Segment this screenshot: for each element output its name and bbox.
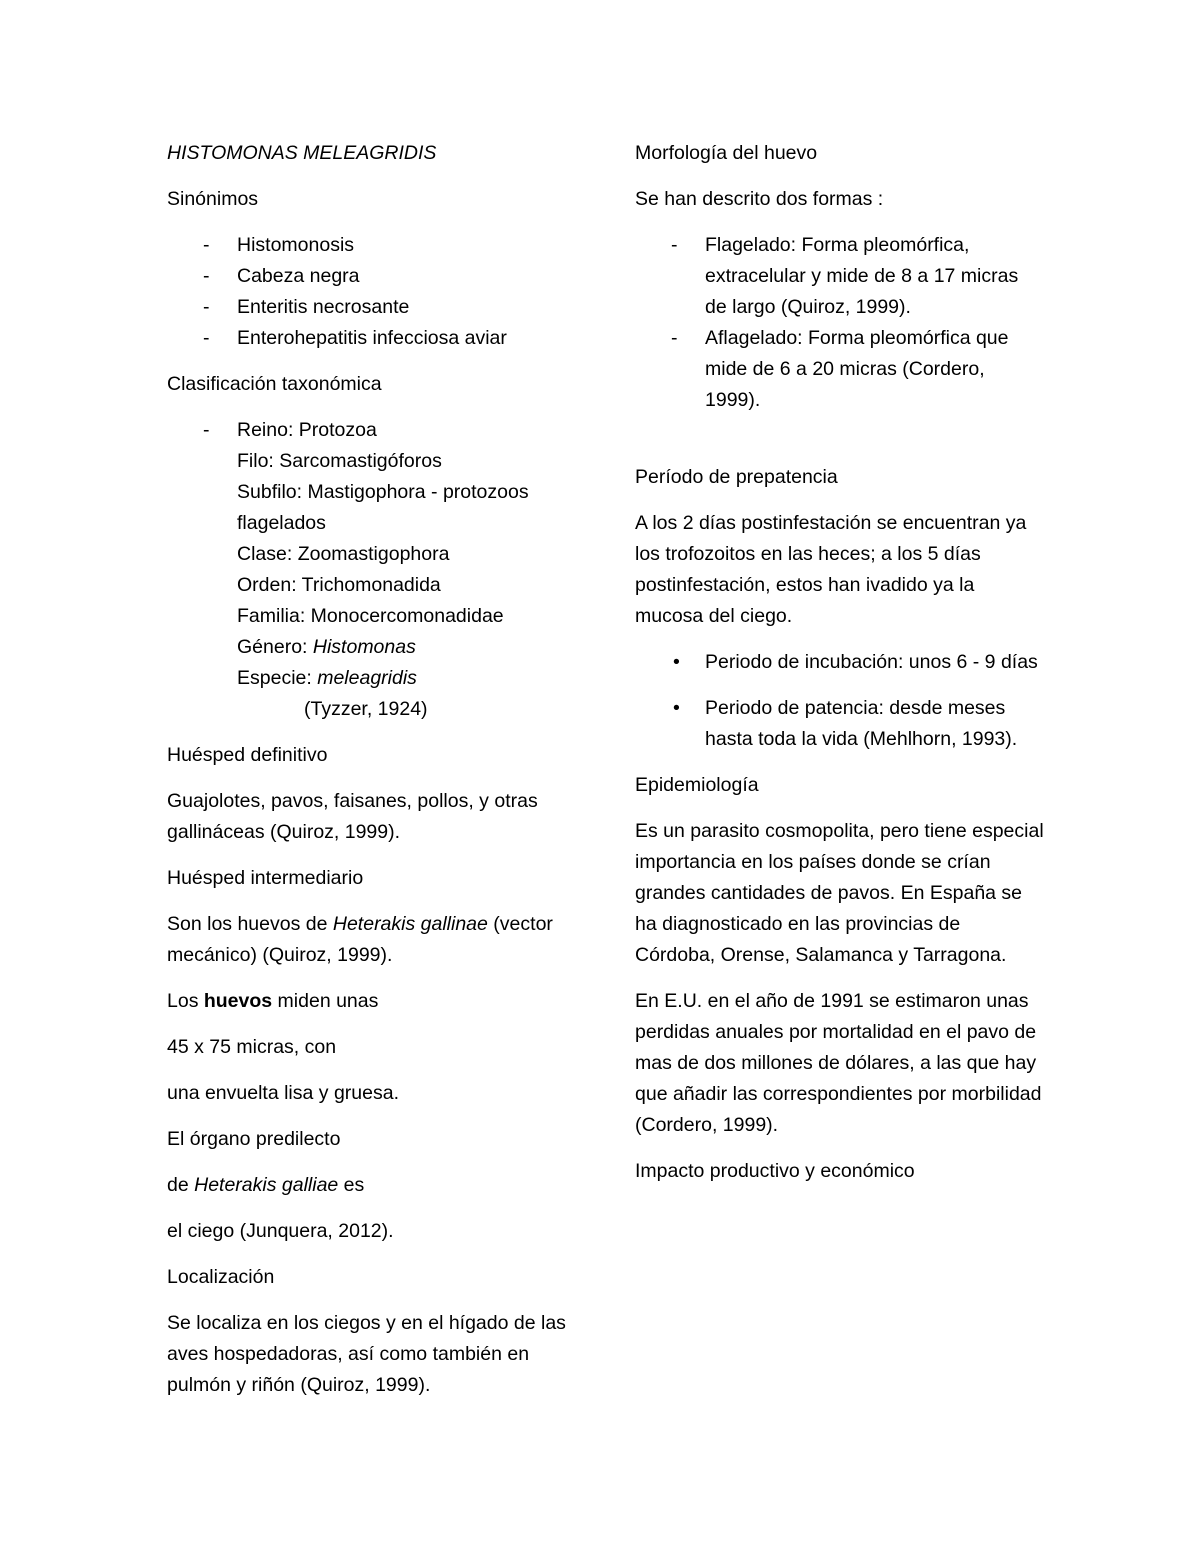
organ-line-3: el ciego (Junquera, 2012). — [167, 1220, 394, 1242]
eggs-size: 45 x 75 micras, con — [167, 1036, 337, 1058]
periods-list — [635, 647, 1045, 755]
form-item-flagelado: - Flagelado: Forma pleomórfica, extracelular y mide de 8 a 17 micras de largo (Quiroz, 1999). — [671, 234, 1019, 318]
synonym-item: - Cabeza negra — [203, 265, 360, 287]
taxonomy-reino: - Reino: Protozoa — [203, 419, 377, 441]
location-heading: Localización — [167, 1266, 275, 1288]
taxonomy-heading: Clasificación taxonómica — [167, 373, 382, 395]
morphology-intro: Se han descrito dos formas : — [635, 188, 884, 210]
taxonomy-orden: Orden: Trichomonadida — [237, 574, 441, 596]
taxonomy-especie: Especie: meleagridis — [237, 667, 417, 689]
morphology-heading: Morfología del huevo — [635, 142, 818, 164]
taxonomy-filo: Filo: Sarcomastigóforos — [237, 450, 442, 472]
location-text: Se localiza en los ciegos y en el hígado de las aves hospedadoras, así como también en pulmón y riñón (Quiroz, 1999). — [167, 1312, 566, 1396]
taxonomy-familia: Familia: Monocercomonadidae — [237, 605, 504, 627]
prepatency-text: A los 2 días postinfestación se encuentran ya los trofozoitos en las heces; a los 5 días postinfestación, estos han ivadido ya la mucosa del ciego. — [635, 512, 1027, 627]
prepatency-heading: Período de prepatencia — [635, 466, 838, 488]
intermediate-host-heading: Huésped intermediario — [167, 867, 364, 889]
synonyms-heading: Sinónimos — [167, 188, 259, 210]
taxonomy-genero: Género: Histomonas — [237, 636, 416, 658]
synonyms-list — [167, 230, 577, 354]
eggs-text: Los huevos miden unas — [167, 990, 379, 1012]
synonym-item: - Enterohepatitis infecciosa aviar — [203, 327, 507, 349]
organ-line-2: de Heterakis galliae es — [167, 1174, 365, 1196]
synonym-item: - Enteritis necrosante — [203, 296, 410, 318]
period-item-incubation: • Periodo de incubación: unos 6 - 9 días — [673, 651, 1038, 673]
taxonomy-block — [167, 415, 577, 725]
taxonomy-clase: Clase: Zoomastigophora — [237, 543, 450, 565]
right-column — [635, 138, 1045, 1202]
taxonomy-subfilo: Subfilo: Mastigophora - protozoos flagelados — [237, 481, 529, 534]
impact-heading: Impacto productivo y económico — [635, 1160, 915, 1182]
form-item-aflagelado: - Aflagelado: Forma pleomórfica que mide de 6 a 20 micras (Cordero, 1999). — [671, 327, 1009, 411]
organ-line-1: El órgano predilecto — [167, 1128, 341, 1150]
taxonomy-citation: (Tyzzer, 1924) — [304, 698, 428, 720]
epidemiology-text-1: Es un parasito cosmopolita, pero tiene especial importancia en los países donde se crían grandes cantidades de pavos. En España se ha diagnosticado en las provincias de Córdoba, Orense, Salamanca y Tarragona. — [635, 820, 1044, 966]
definitive-host-heading: Huésped definitivo — [167, 744, 328, 766]
spacer — [635, 431, 1045, 462]
intermediate-host-text: Son los huevos de Heterakis gallinae (vector mecánico) (Quiroz, 1999). — [167, 913, 553, 966]
document-title: HISTOMONAS MELEAGRIDIS — [167, 142, 437, 164]
synonym-item: - Histomonosis — [203, 234, 355, 256]
epidemiology-heading: Epidemiología — [635, 774, 759, 796]
period-item-patency: • Periodo de patencia: desde meses hasta toda la vida (Mehlhorn, 1993). — [673, 697, 1018, 750]
left-column — [167, 138, 577, 1416]
epidemiology-text-2: En E.U. en el año de 1991 se estimaron unas perdidas anuales por mortalidad en el pavo de mas de dos millones de dólares, a las que hay que añadir las correspondientes por morbilidad (Cordero, 1999). — [635, 990, 1042, 1136]
definitive-host-text: Guajolotes, pavos, faisanes, pollos, y otras gallináceas (Quiroz, 1999). — [167, 790, 538, 843]
eggs-shell: una envuelta lisa y gruesa. — [167, 1082, 399, 1104]
forms-list — [635, 230, 1045, 416]
